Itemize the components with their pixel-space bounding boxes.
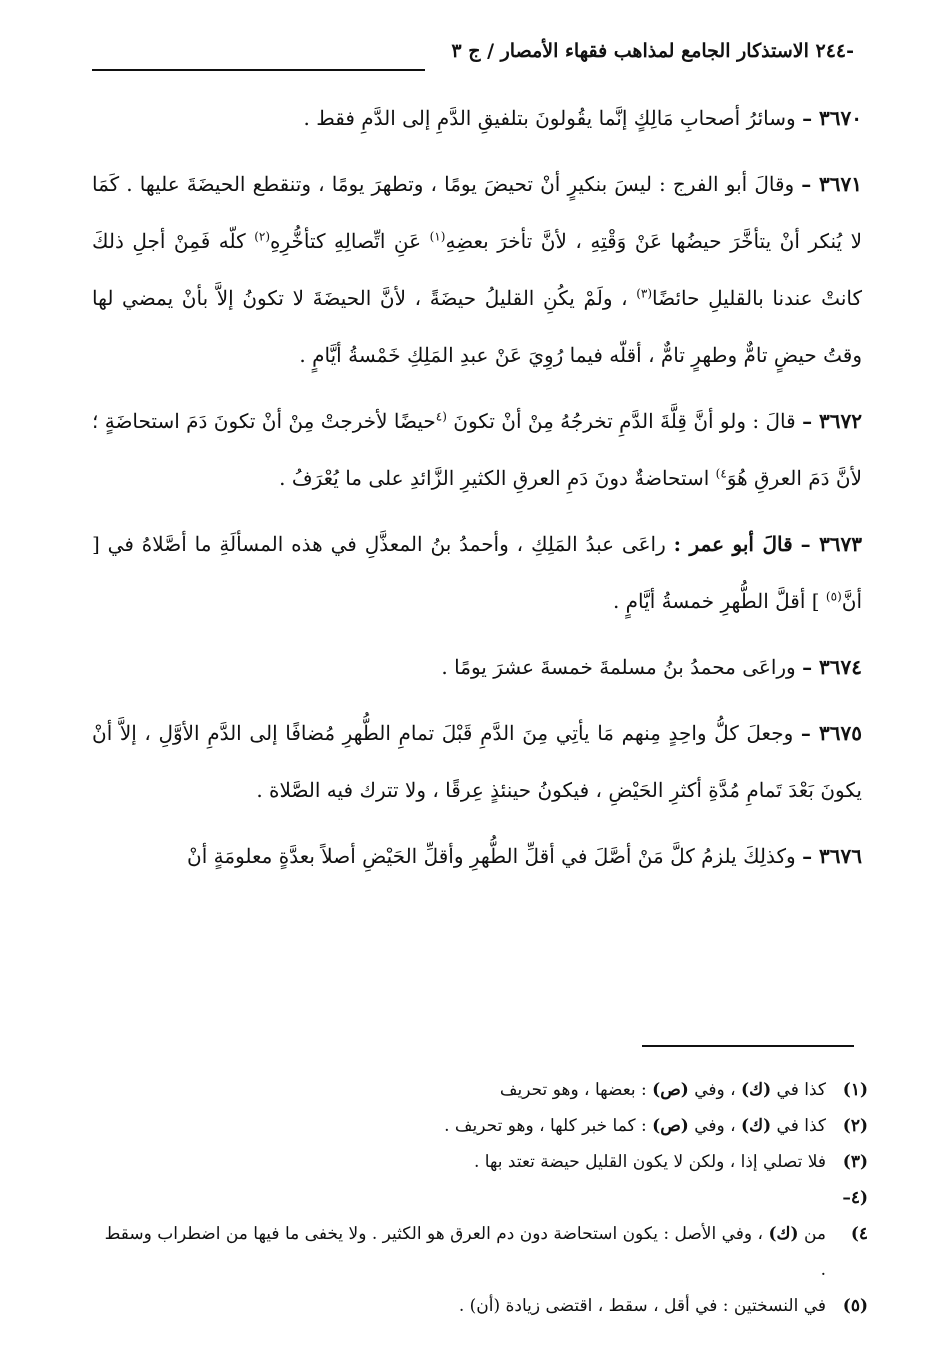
paragraph-text: وجعلَ كلُّ واحِدٍ مِنهم مَا يأتِي مِنَ الدَّمِ قَبْلَ تمامِ الطُّهرِ مُضافًا إلى الدَّمِ الأوَّلِ ، إلاَّ أنْ يكونَ بَعْدَ تَمامِ مُدَّةِ أكثرِ الحَيْضِ ، فيكونُ حينئذٍ عِرقًا ، ولا تترك فيه الصَّلاة . [92, 721, 862, 802]
footnote-mark: (٢) [842, 1116, 868, 1136]
footnote-3 [96, 1144, 868, 1180]
paragraph-text: وراعَى محمدُ بنُ مسلمةَ خمسةَ عشرَ يومًا . [441, 655, 796, 679]
paragraph-text: وكذلِكَ يلزمُ كلَّ مَنْ أصَّلَ في أقلِّ الطُّهرِ وأقلِّ الحَيْضِ أصلاً بعدَّةٍ معلومَةٍ أنْ [187, 844, 796, 868]
paragraph-3671 [92, 156, 862, 384]
footnote-mark: (٥) [842, 1296, 868, 1316]
footnote-ref-3: (٣) [636, 286, 653, 301]
footnote-ref-1: (١) [429, 229, 446, 244]
paragraph-text: وقالَ أبو الفرج : ليسَ بنكيرٍ أنْ تحيضَ يومًا ، وتطهرَ يومًا ، وتنقطع الحيضَةَ عليها . كَمَا لا يُنكر أنْ يتأخَّرَ حيضُها عَنْ وَقْتِهِ ، لأنَّ تأخرَ بعضِهِ [92, 172, 863, 253]
paragraph-number: ٣٦٧٥ – [800, 721, 862, 745]
footnote-mark: (٣) [842, 1152, 868, 1172]
paragraph-text: قالَ : ولو أنَّ قِلَّةَ الدَّمِ تخرجُهُ مِنْ أنْ تكونَ [453, 409, 796, 433]
paragraph-text: عَنِ اتِّصالِهِ كتأخُّرِهِ [270, 229, 422, 253]
footnote-ref-5: (٥) [825, 589, 842, 604]
paragraph-text: وسائرُ أصحابِ مَالِكٍ إنَّما يقُولونَ بتلفيقِ الدَّمِ إلى الدَّمِ فقط . [303, 106, 796, 130]
paragraph-number: ٣٦٧٦ – [802, 844, 862, 868]
paragraph-3673 [92, 516, 862, 630]
paragraph-number: ٣٦٧٠ – [802, 106, 862, 130]
paragraph-3674 [92, 639, 862, 696]
source-siglum: (ك) [741, 1080, 772, 1100]
footnote-ref-4-open: (٤ [435, 409, 447, 424]
paragraph-number: ٣٦٧٤ – [802, 655, 862, 679]
footnote-1 [96, 1072, 868, 1108]
paragraph-text: راعَى عبدُ المَلِكِ ، وأحمدُ بنُ المعذَّلِ في هذه المسألَةِ ما أصَّلاهُ في [ أنَّ [92, 532, 862, 613]
running-header: -٢٤٤ الاستذكار الجامع لمذاهب فقهاء الأمصار / ج ٣ [451, 40, 854, 62]
source-siglum: (ص) [652, 1116, 689, 1136]
footnote-text: ، وفي [694, 1116, 736, 1136]
footnote-mark: (٤–٤) [842, 1188, 868, 1244]
source-siglum: (ك) [768, 1224, 799, 1244]
footnote-text: من [803, 1224, 826, 1244]
paragraph-text: كلّه فَمِنْ أجلِ ذلكَ كانتْ عندنا بالقليلِ حائضًا [92, 229, 862, 310]
footnote-4 [96, 1180, 868, 1288]
footnotes [96, 1072, 868, 1324]
header-rule [92, 69, 425, 71]
main-text [92, 90, 862, 894]
footnote-separator [642, 1045, 854, 1047]
footnote-2 [96, 1108, 868, 1144]
footnote-text: : بعضها ، وهو تحريف [499, 1080, 647, 1100]
paragraph-3675 [92, 705, 862, 819]
paragraph-3676 [92, 828, 862, 885]
footnote-text: كذا في [776, 1116, 826, 1136]
speaker-lead: قالَ أبو عمر : [673, 532, 793, 556]
paragraph-number: ٣٦٧٣ – [800, 532, 863, 556]
paragraph-text: ، ولَمْ يكُنِ القليلُ حيضَةً ، لأنَّ الحيضَةَ لا تكونُ إلاَّ بأنْ يمضي لها وقتُ حيضٍ تامٌّ وطهرٍ تامٌّ ، أقلّه فيما رُوِيَ عَنْ عبدِ المَلِكِ خَمْسةُ أيَّامٍ . [92, 286, 862, 367]
paragraph-3670 [92, 90, 862, 147]
footnote-text: ، وفي الأصل : يكون استحاضة دون دم العرق هو الكثير . ولا يخفى ما فيها من اضطراب وسقط . [104, 1224, 826, 1280]
paragraph-text: ] أقلَّ الطُّهرِ خمسةُ أيَّامٍ . [612, 589, 820, 613]
paragraph-3672 [92, 393, 862, 507]
footnote-5 [96, 1288, 868, 1324]
footnote-mark: (١) [842, 1080, 868, 1100]
footnote-ref-4-close: ٤) [715, 466, 727, 481]
footnote-text: في النسختين : في أقل ، سقط ، اقتضى زيادة (أن) . [458, 1296, 826, 1316]
source-siglum: (ص) [652, 1080, 689, 1100]
footnote-text: ، وفي [694, 1080, 736, 1100]
source-siglum: (ك) [741, 1116, 772, 1136]
footnote-text: فلا تصلي إذا ، ولكن لا يكون القليل حيضة تعتد بها . [473, 1152, 826, 1172]
paragraph-text: حيضًا لأخرجتْ مِنْ أنْ تكونَ دَمَ استحاضَةٍ ؛ لأنَّ دَمَ العرقِ هُوَ [92, 409, 862, 490]
footnote-ref-2: (٢) [254, 229, 271, 244]
paragraph-number: ٣٦٧٢ – [802, 409, 863, 433]
paragraph-number: ٣٦٧١ – [801, 172, 862, 196]
paragraph-text: استحاضةٌ دونَ دَمِ العرقِ الكثيرِ الزَّائدِ على ما يُعْرَفُ . [279, 466, 710, 490]
footnote-text: كذا في [776, 1080, 826, 1100]
footnote-text: : كما خبر كلها ، وهو تحريف . [444, 1116, 647, 1136]
